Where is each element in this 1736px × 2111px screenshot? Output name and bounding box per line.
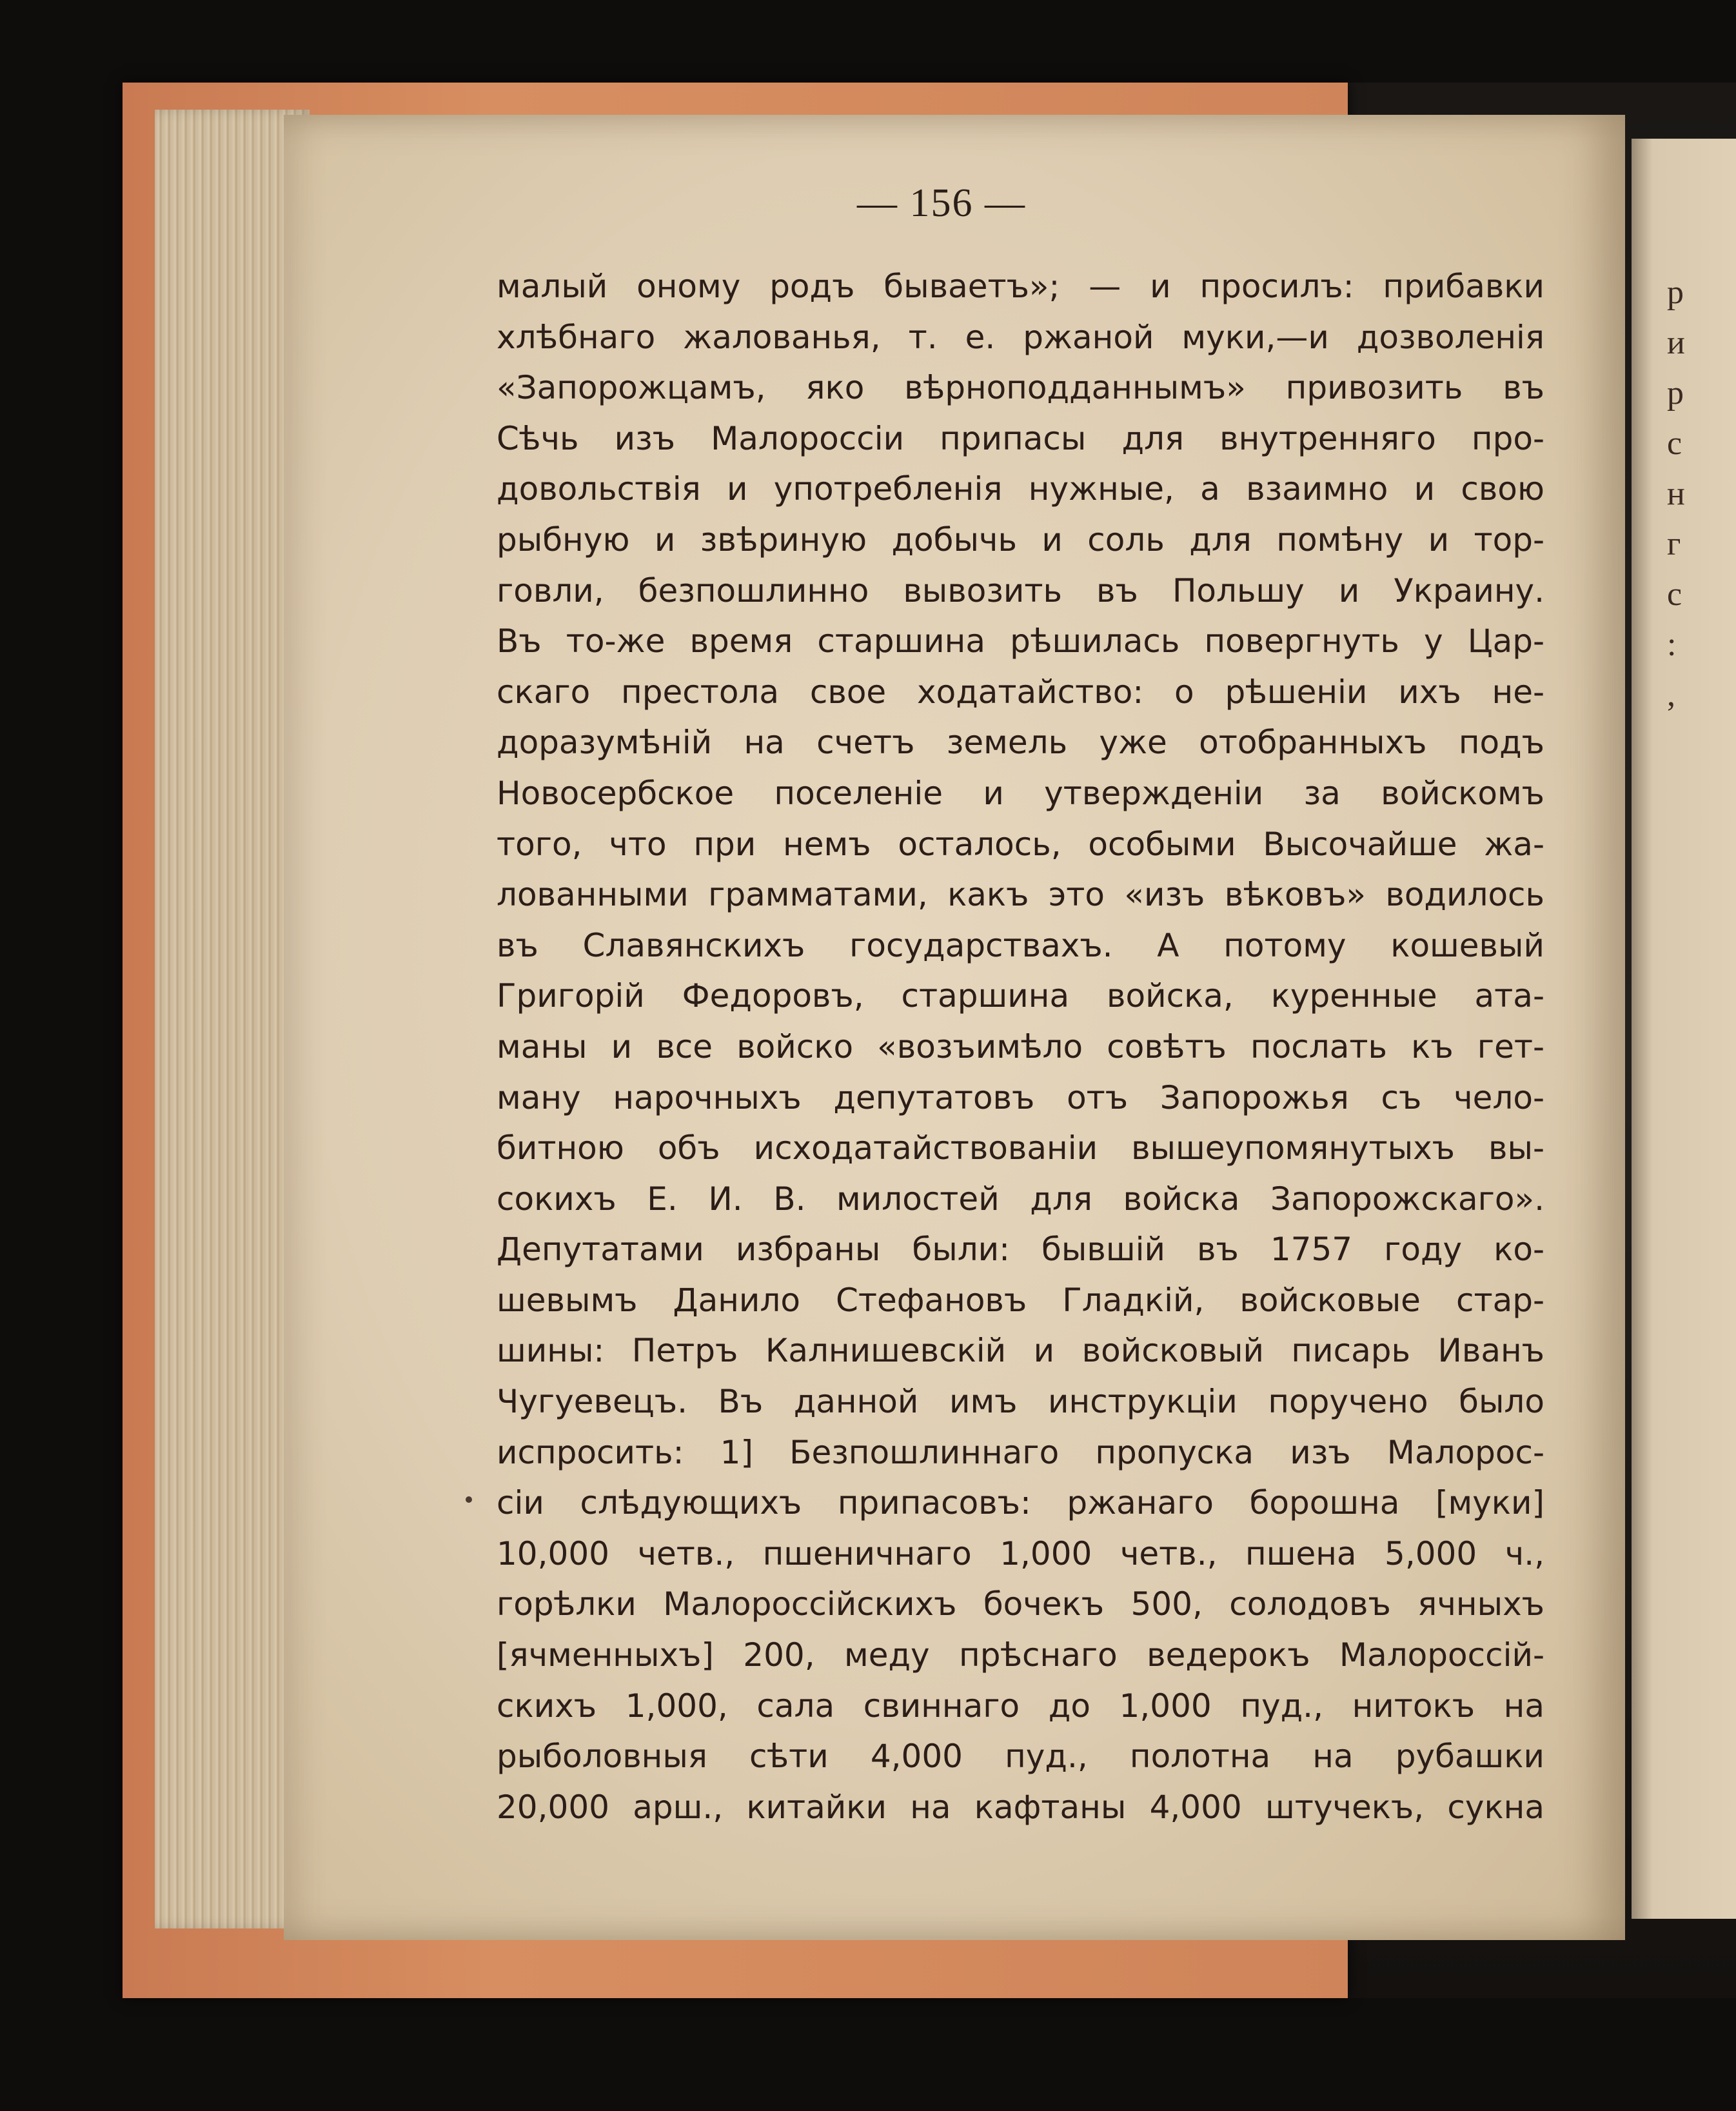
text-line [497,616,1544,667]
text-line-content: Въ то-же время старшина рѣшилась повергнуть у Цар- [497,622,1544,660]
text-line [497,413,1544,464]
text-line [497,1022,1544,1073]
text-line [497,1174,1544,1225]
text-line [497,1073,1544,1124]
text-line-content: лованными грамматами, какъ это «изъ вѣковъ» водилось [497,876,1544,914]
text-line-content: того, что при немъ осталось, особыми Высочайше жа- [497,825,1544,863]
text-line [497,768,1544,819]
text-line-content: рыбную и звѣриную добычь и соль для помѣну и тор- [497,520,1544,559]
text-line-content: сіи слѣдующихъ припасовъ: ржанаго борошна [муки] [497,1484,1544,1522]
next-page-letters: р и р с н г с : , [1667,274,1685,713]
text-line-content: малый оному родъ бываетъ»; — и просилъ: прибавки [497,268,1544,305]
text-line-content: Григорій Федоровъ, старшина войска, куренные ата- [497,977,1544,1015]
text-line [497,667,1544,718]
text-line [497,1224,1544,1275]
text-line [497,1478,1544,1529]
text-line [497,1731,1544,1782]
text-line-content: шины: Петръ Калнишевскій и войсковый писарь Иванъ [497,1332,1544,1370]
text-line [497,1376,1544,1427]
ink-spot [466,1496,472,1503]
text-line-content: въ Славянскихъ государствахъ. А потому кошевый [497,926,1544,964]
text-line [497,1325,1544,1376]
text-line [497,1529,1544,1580]
text-line [497,1579,1544,1630]
text-line [497,1123,1544,1174]
text-line-content: рыболовныя сѣти 4,000 пуд., полотна на рубашки [497,1738,1544,1776]
text-line-content: говли, безпошлинно вывозить въ Польшу и Украину. [497,571,1544,610]
text-line [497,1427,1544,1478]
text-line [497,717,1544,768]
text-line-content: Новосербское поселеніе и утвержденіи за войскомъ [497,774,1544,812]
text-line-content: Чугуевецъ. Въ данной имъ инструкціи поручено было [497,1383,1544,1421]
text-line [497,869,1544,920]
text-line-content: «Запорожцамъ, яко вѣрноподданнымъ» привозить въ [497,369,1544,407]
text-line-content: битною объ исходатайствованіи вышеупомянутыхъ вы- [497,1129,1544,1167]
text-line [497,819,1544,870]
text-line [497,312,1544,363]
text-line-content: испросить: 1] Безпошлиннаго пропуска изъ Малорос- [497,1433,1544,1471]
text-line-content: Депутатами избраны были: бывшій въ 1757 году ко- [497,1231,1544,1269]
page-number: — 156 — [857,181,1026,225]
text-line-content: горѣлки Малороссійскихъ бочекъ 500, солодовъ ячныхъ [497,1585,1544,1623]
text-line-content: 10,000 четв., пшеничнаго 1,000 четв., пшена 5,000 ч., [497,1534,1544,1572]
text-line [497,1782,1544,1833]
text-line-content: доразумѣній на счетъ земель уже отобранныхъ подъ [497,724,1544,762]
text-line-content: сокихъ Е. И. В. милостей для войска Запорожскаго». [497,1180,1544,1218]
text-line [497,464,1544,515]
text-line-content: Сѣчь изъ Малороссіи припасы для внутренняго про- [497,419,1544,457]
text-line-content: скихъ 1,000, сала свиннаго до 1,000 пуд., нитокъ на [497,1687,1544,1725]
text-line [497,1275,1544,1326]
text-line [497,362,1544,413]
text-line [497,1681,1544,1732]
text-line [497,261,1544,312]
text-line [497,515,1544,566]
text-line-content: ману нарочныхъ депутатовъ отъ Запорожья съ чело- [497,1078,1544,1116]
text-line-content: [ячменныхъ] 200, меду прѣснаго ведерокъ Малороссій- [497,1636,1544,1674]
text-line-content: хлѣбнаго жалованья, т. е. ржаной муки,—и дозволенія [497,318,1544,356]
text-line [497,1630,1544,1681]
text-line-content: шевымъ Данило Стефановъ Гладкій, войсковые стар- [497,1281,1544,1319]
page-text [497,261,1544,1832]
text-line [497,971,1544,1022]
text-line-content: скаго престола свое ходатайство: о рѣшеніи ихъ не- [497,673,1544,711]
text-line-content: маны и все войско «возъимѣло совѣтъ послать къ гет- [497,1027,1544,1065]
text-line [497,566,1544,617]
text-line [497,920,1544,971]
text-line-content: 20,000 арш., китайки на кафтаны 4,000 штучекъ, сукна [497,1788,1544,1826]
text-line-content: довольствія и употребленія нужные, а взаимно и свою [497,470,1544,508]
next-page-sliver [1632,139,1736,1919]
